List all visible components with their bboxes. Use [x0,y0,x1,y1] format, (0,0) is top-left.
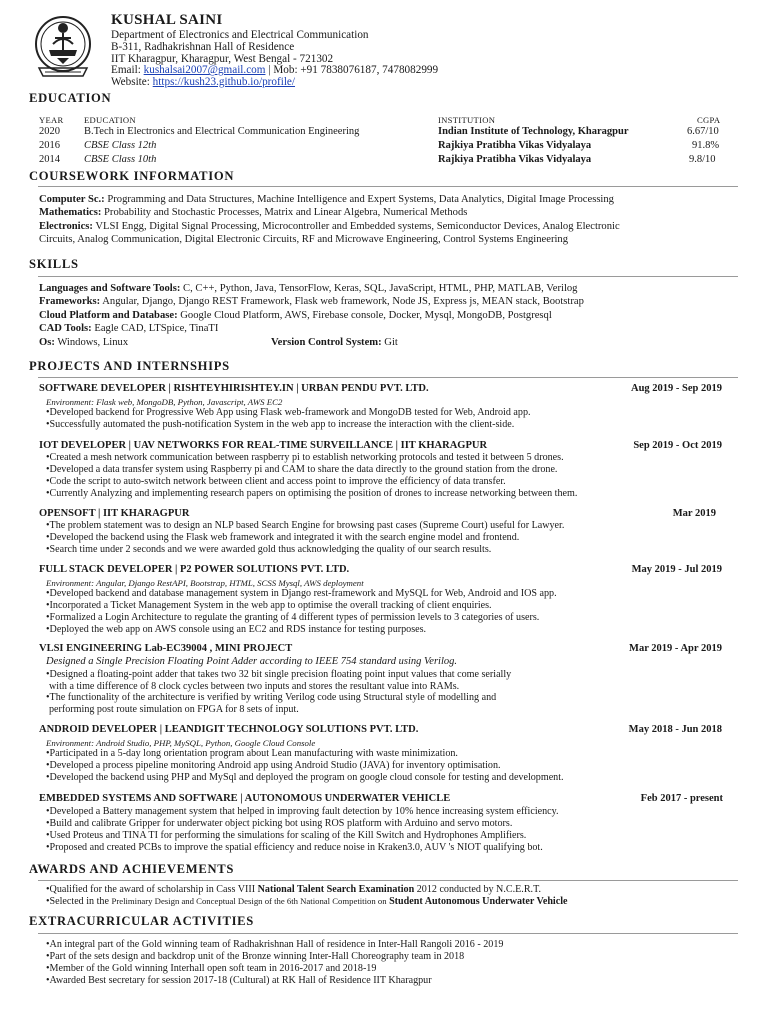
project-title: FULL STACK DEVELOPER | P2 POWER SOLUTIONS PVT. LTD. May 2019 - Jul 2019 [39,564,722,575]
department: Department of Electronics and Electrical Communication [111,29,369,41]
activity-item: •Member of the Gold winning Interhall open soft team in 2016-2017 and 2018-19 [46,962,377,974]
project-bullets: •Developed backend and database management system in Django rest-framework and MySQL for Web, Android and IOS app. •Incorporated a Ticket Management System in the web app to optimise the overall tracking of client enquiries. •Formalized a Login Architecture to regulate the granting of 4 different types of permission levels to 3 categories of users. •Deployed the web app on AWS console using an EC2 and RDS instance for testing purposes. [46,588,557,635]
section-title-awards: AWARDS AND ACHIEVEMENTS [29,862,235,876]
section-divider [38,933,738,934]
education-header-row: YEAR EDUCATION INSTITUTION CGPA [39,115,721,125]
project-title: VLSI ENGINEERING Lab-EC39004 , MINI PROJECT Mar 2019 - Apr 2019 [39,643,722,654]
project-title: OPENSOFT | IIT KHARAGPUR Mar 2019 [39,508,716,519]
project-title: SOFTWARE DEVELOPER | RISHTEYHIRISHTEY.IN | URBAN PENDU PVT. LTD. Aug 2019 - Sep 2019 [39,383,722,394]
website-link[interactable]: https://kush23.github.io/profile/ [152,76,296,89]
coursework-block [39,193,741,247]
section-title-education: EDUCATION [29,91,112,105]
section-title-projects: PROJECTS AND INTERNSHIPS [29,359,230,373]
extracurricular-list [46,939,736,987]
section-divider [38,186,738,187]
project-bullets: •The problem statement was to design an NLP based Search Engine for browsing past cases (Supreme Court) useful for Lawyer. •Developed the backend using the Flask web framework and integrated it with the search engine model and frontend. •Search time under 2 seconds and we were awarded gold thus acknowledging the quality of our search results. [46,520,565,555]
coursework-electronics-cont: Circuits, Analog Communication, Digital Electronic Circuits, RF and Microwave Engineering, Control Systems Engineering [39,234,569,246]
education-row: 2016 CBSE Class 12th Rajkiya Pratibha Vikas Vidyalaya 91.8% [39,140,720,151]
project-bullets: •Designed a floating-point adder that takes two 32 bit single precision floating point input values that come serially with a time difference of 8 clock cycles between two inputs and stores the resultant value into RAMs. •The functionality of the architecture is verified by writing Verilog code using Structural style of modelling and performing post route simulation on FPGA for 8 sets of input. [46,669,512,716]
project-title: ANDROID DEVELOPER | LEANDIGIT TECHNOLOGY SOLUTIONS PVT. LTD. May 2018 - Jun 2018 [39,724,722,735]
address-line-1: B-311, Radhakrishnan Hall of Residence [111,40,295,53]
education-row: 2014 CBSE Class 10th Rajkiya Pratibha Vikas Vidyalaya 9.8/10 [39,154,716,165]
skills-frameworks: Frameworks: Angular, Django, Django REST Framework, Flask web framework, Node JS, Express js, MEAN stack, Bootstrap [39,296,584,308]
section-divider [38,377,738,378]
project-title: EMBEDDED SYSTEMS AND SOFTWARE | AUTONOMOUS UNDERWATER VEHICLE Feb 2017 - present [39,793,723,804]
project-bullets: •Created a mesh network communication between raspberry pi to establish networking protocols and tested it between 5 drones. •Developed a data transfer system using Raspberry pi and CAM to share the data directly to the ground station from the drone. •Code the script to auto-switch network between client and access point to improve the efficiency of data transfer. •Currently Analyzing and implementing research papers on optimising the position of drones to increase networking between them. [46,452,578,499]
activity-item: •Part of the sets design and backdrop unit of the Bronze winning Inter-Hall Choreography team in 2018 [46,950,465,962]
project-environment: Environment: Angular, Django RestAPI, Bootstrap, HTML, SCSS Mysql, AWS deployment [46,578,364,588]
section-title-coursework: COURSEWORK INFORMATION [29,169,235,183]
contact-block [111,30,438,89]
section-title-extracurricular: EXTRACURRICULAR ACTIVITIES [29,914,254,928]
skills-cloud: Cloud Platform and Database: Google Cloud Platform, AWS, Firebase console, Docker, Mysql, MongoDB, Postgresql [39,309,552,321]
award-item: •Qualified for the award of scholarship in Cass VIII National Talent Search Examination 2012 conducted by N.C.E.R.T. [46,884,542,895]
awards-list [46,884,736,908]
activity-item: •Awarded Best secretary for session 2017-18 (Cultural) at RK Hall of Residence IIT Kharagpur [46,974,432,986]
address-line-2: IIT Kharagpur, Kharagpur, West Bengal - 721302 [111,52,334,65]
website-line: Website: https://kush23.github.io/profile/ [111,76,296,89]
activity-item: •An integral part of the Gold winning team of Radhakrishnan Hall of residence in Inter-Hall Rangoli 2016 - 2019 [46,939,504,950]
section-title-skills: SKILLS [29,257,79,271]
project-subtitle: Designed a Single Precision Floating Point Adder according to IEEE 754 standard using Verilog. [46,656,458,667]
section-divider [38,276,738,277]
project-environment: Environment: Android Studio, PHP, MySQL, Python, Google Cloud Console [46,738,316,748]
project-bullets: •Participated in a 5-day long orientation program about Lean manufacturing with waste minimization. •Developed a process pipeline monitoring Android app using Android Studio (JAVA) for inventory optimisation. •Developed the backend using PHP and MySql and deployed the program on google cloud console for testing and development. [46,748,564,783]
coursework-cs: Computer Sc.: Programming and Data Structures, Machine Intelligence and Expert Systems, Data Analytics, Digital Image Processing [39,194,614,205]
skills-languages: Languages and Software Tools: C, C++, Python, Java, TensorFlow, Keras, SQL, JavaScript, HTML, PHP, MATLAB, Verilog [39,283,578,294]
section-divider [38,880,738,881]
skills-block [39,282,741,349]
project-bullets: •Developed a Battery management system that helped in improving fault detection by 10% hence increasing system efficiency. •Build and calibrate Gripper for underwater object picking bot using ROS platform with Arduino and servo motors. •Used Proteus and TINA TI for performing the simulations for scaling of the Kill Switch and Hydrophones Amplifiers. •Proposed and created PCBs to improve the spatial efficiency and reduce noise in Kraken3.0, AUV 's NIOT qualifying bot. [46,806,559,853]
coursework-math: Mathematics: Probability and Stochastic Processes, Matrix and Linear Algebra, Numerical Methods [39,207,468,219]
project-bullets: •Developed backend for Progressive Web App using Flask web-framework and MongoDB tested for Web, Android app. •Successfully automated the push-notification System in the web app to increase the interaction with the client-side. [46,407,531,430]
email-line: Email: kushalsai2007@gmail.com | Mob: +91 7838076187, 7478082999 [111,64,439,77]
candidate-name: KUSHAL SAINI [111,12,223,28]
coursework-electronics: Electronics: VLSI Engg, Digital Signal Processing, Microcontroller and Embedded systems, Semiconductor Devices, Analog Electronic [39,220,620,232]
iit-kharagpur-logo [31,14,95,84]
project-environment: Environment: Flask web, MongoDB, Python, Javascript, AWS EC2 [46,397,283,407]
email-link[interactable]: kushalsai2007@gmail.com [143,64,266,77]
education-row: 2020 B.Tech in Electronics and Electrical Communication Engineering Indian Institute of Technology, Kharagpur 6.67/10 [39,126,719,137]
skills-os-vcs: Os: Windows, Linux Version Control System: Git [39,336,398,348]
skills-cad: CAD Tools: Eagle CAD, LTSpice, TinaTI [39,323,219,335]
award-item: •Selected in the Preliminary Design and Conceptual Design of the 6th National Competition on Student Autonomous Underwater Vehicle [46,895,568,907]
project-title: IOT DEVELOPER | UAV NETWORKS FOR REAL-TIME SURVEILLANCE | IIT KHARAGPUR Sep 2019 - Oct 2019 [39,440,722,451]
